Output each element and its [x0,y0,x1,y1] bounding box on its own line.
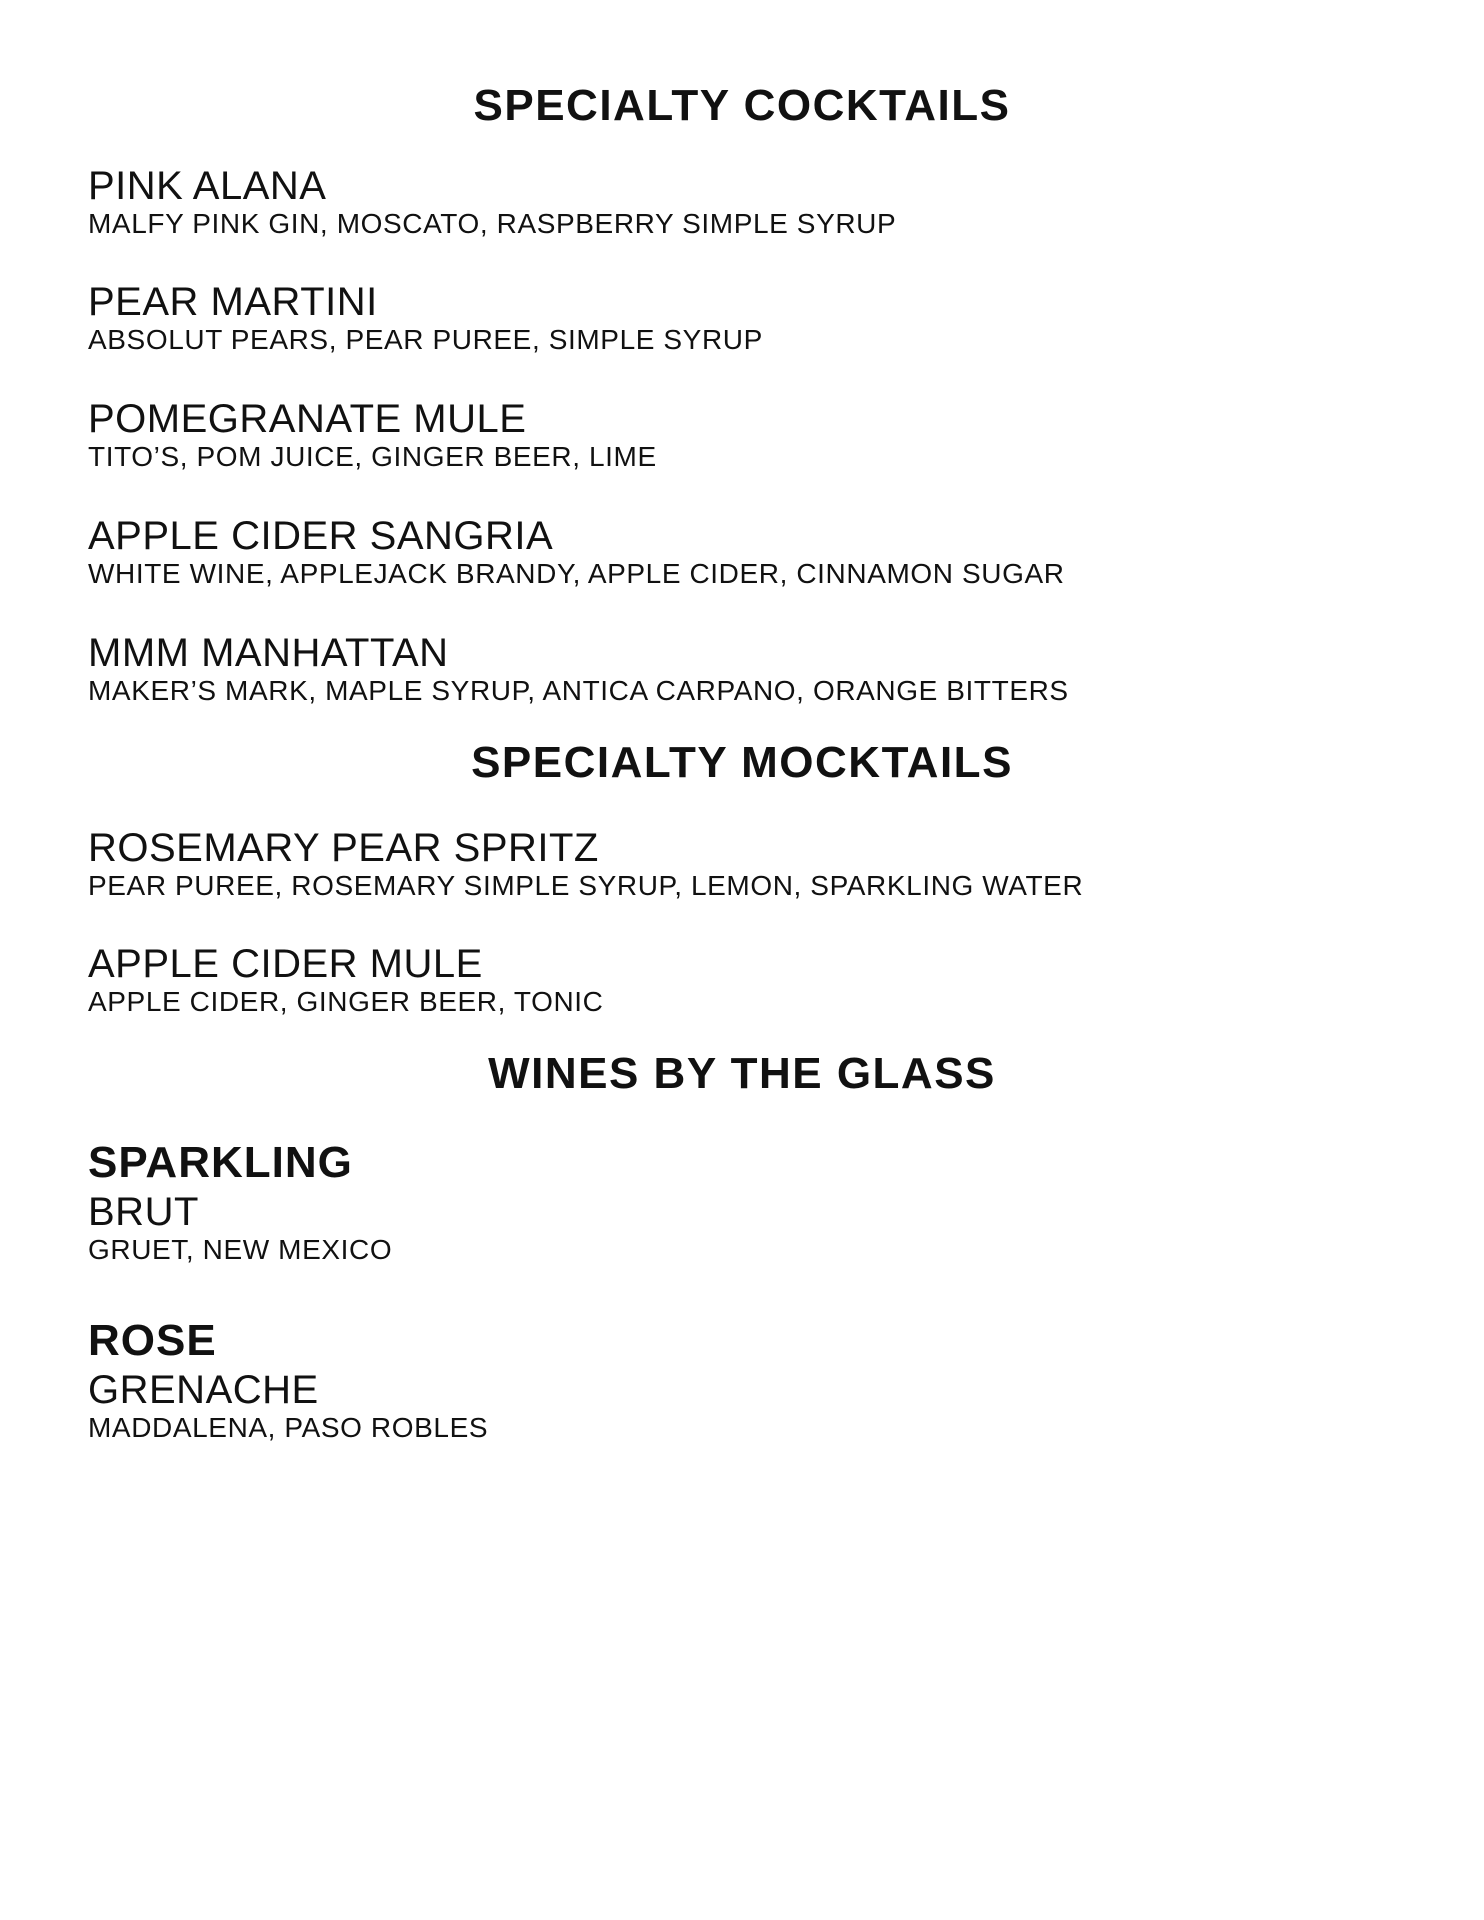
item-description: WHITE WINE, APPLEJACK BRANDY, APPLE CIDER, CINNAMON SUGAR [88,558,1065,589]
item-description: MADDALENA, PASO ROBLES [88,1412,489,1443]
mocktail-item-apple-cider-mule [88,944,1388,1016]
item-name: APPLE CIDER MULE [88,942,483,986]
item-name: MMM MANHATTAN [88,631,449,675]
item-description: ABSOLUT PEARS, PEAR PUREE, SIMPLE SYRUP [88,324,763,355]
item-name: PEAR MARTINI [88,280,378,324]
cocktail-item-apple-cider-sangria [88,516,1388,588]
wines-section-title: WINES BY THE GLASS [488,1049,996,1098]
wine-category-rose: ROSE [88,1316,217,1365]
item-description: MALFY PINK GIN, MOSCATO, RASPBERRY SIMPLE SYRUP [88,208,897,239]
cocktail-item-pomegranate-mule [88,399,1388,471]
wine-item-grenache [88,1370,1388,1442]
item-name: PINK ALANA [88,164,327,208]
item-description: MAKER’S MARK, MAPLE SYRUP, ANTICA CARPANO, ORANGE BITTERS [88,675,1069,706]
item-description: GRUET, NEW MEXICO [88,1234,393,1265]
item-name: GRENACHE [88,1368,319,1412]
item-description: PEAR PUREE, ROSEMARY SIMPLE SYRUP, LEMON, SPARKLING WATER [88,870,1084,901]
item-name: ROSEMARY PEAR SPRITZ [88,826,599,870]
cocktail-item-pear-martini [88,282,1388,354]
wine-category-sparkling: SPARKLING [88,1138,353,1187]
item-name: POMEGRANATE MULE [88,397,527,441]
item-name: APPLE CIDER SANGRIA [88,514,554,558]
item-name: BRUT [88,1190,199,1234]
cocktail-item-pink-alana [88,166,1388,238]
mocktail-item-rosemary-pear-spritz [88,828,1388,900]
item-description: APPLE CIDER, GINGER BEER, TONIC [88,986,604,1017]
wine-item-brut [88,1192,1388,1264]
cocktails-section-title: SPECIALTY COCKTAILS [473,81,1011,130]
mocktails-section-title: SPECIALTY MOCKTAILS [471,738,1013,787]
item-description: TITO’S, POM JUICE, GINGER BEER, LIME [88,441,657,472]
cocktail-item-mmm-manhattan [88,633,1388,705]
